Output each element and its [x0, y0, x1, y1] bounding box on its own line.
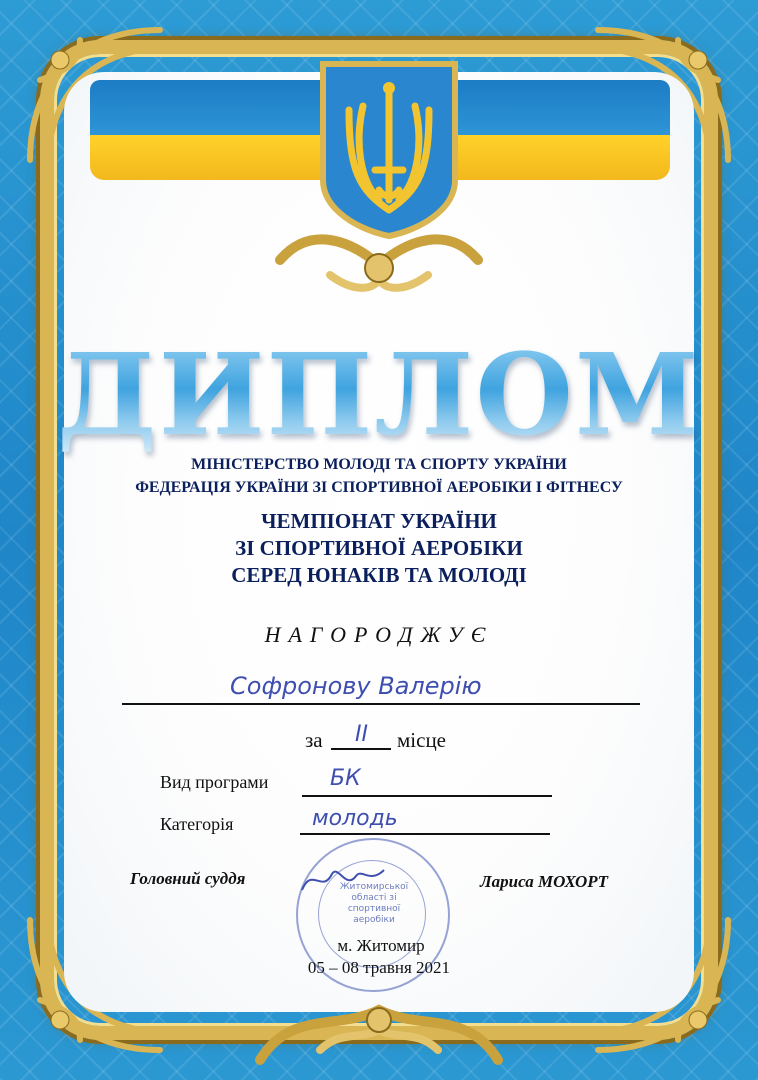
awards-heading: НАГОРОДЖУЄ [264, 622, 494, 647]
trident-icon [319, 60, 459, 240]
event-line-3: СЕРЕД ЮНАКІВ ТА МОЛОДІ [231, 563, 527, 587]
event-name [0, 508, 758, 589]
dates: 05 – 08 травня 2021 [307, 958, 451, 977]
event-line-2: ЗІ СПОРТИВНОЇ АЕРОБІКИ [235, 536, 523, 560]
stamp-text: Житомирської області зі спортивної аеробіки [339, 882, 409, 925]
recipient-name: Софронову Валерію [230, 672, 482, 700]
program-line [302, 795, 552, 797]
organizer-federation: ФЕДЕРАЦІЯ УКРАЇНИ ЗІ СПОРТИВНОЇ АЕРОБІКИ І ФІТНЕСУ [135, 479, 623, 496]
program-value: БК [330, 766, 361, 791]
judge-label: Головний суддя [130, 869, 246, 888]
place-value: II [355, 722, 368, 747]
diploma-title: ДИПЛОМ [0, 330, 758, 461]
event-line-1: ЧЕМПІОНАТ УКРАЇНИ [261, 509, 497, 533]
recipient-line [122, 703, 640, 705]
judge-name: Лариса МОХОРТ [480, 872, 609, 891]
scroll-ornament [270, 220, 488, 300]
place-prefix: за [305, 728, 323, 752]
city: м. Житомир [337, 936, 425, 955]
program-label: Вид програми [160, 772, 269, 792]
category-value: молодь [312, 806, 398, 831]
category-label: Категорія [160, 814, 234, 834]
signature [298, 860, 388, 900]
place-line [331, 748, 391, 750]
category-line [300, 833, 550, 835]
place-suffix: місце [397, 728, 447, 752]
organizer-ministry: МІНІСТЕРСТВО МОЛОДІ ТА СПОРТУ УКРАЇНИ [191, 456, 567, 473]
bottom-ornament [250, 990, 508, 1070]
